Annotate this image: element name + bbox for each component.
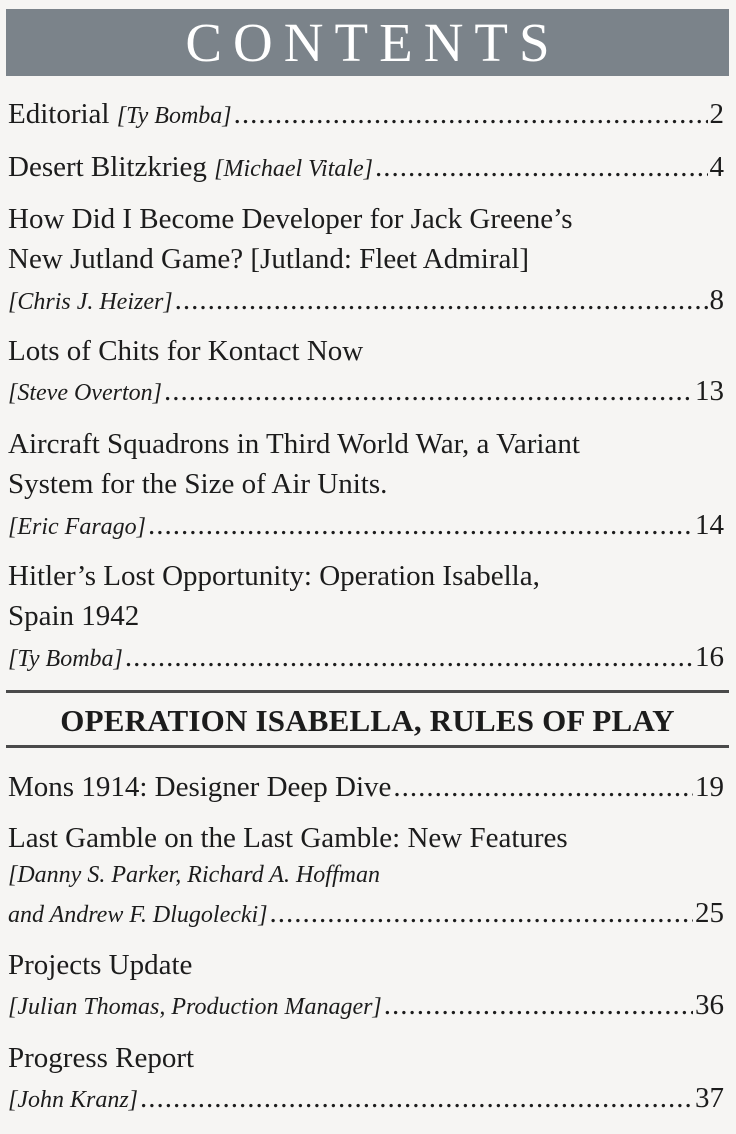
toc-entry-progress-report[interactable] xyxy=(8,1078,724,1118)
entry-author: [John Kranz] xyxy=(8,1087,139,1113)
section-rule-top xyxy=(6,690,729,693)
entry-title-line: New Jutland Game? [Jutland: Fleet Admiral] xyxy=(8,243,530,275)
entry-title: Desert Blitzkrieg xyxy=(8,151,207,183)
toc-entry-kontact-now[interactable] xyxy=(8,371,724,411)
toc-entry-jutland[interactable] xyxy=(8,280,724,320)
entry-title-line: Aircraft Squadrons in Third World War, a Variant xyxy=(8,428,580,460)
entry-page-number: 19 xyxy=(695,771,724,803)
entry-page-number: 14 xyxy=(695,509,724,541)
entry-page-number: 16 xyxy=(695,641,724,673)
entry-author: [Chris J. Heizer] xyxy=(8,289,173,315)
entry-title-line: Hitler’s Lost Opportunity: Operation Isabella, xyxy=(8,560,540,592)
section-heading: OPERATION ISABELLA, RULES OF PLAY xyxy=(60,703,675,738)
entry-page-number: 36 xyxy=(695,989,724,1021)
section-rule-bottom xyxy=(6,745,729,748)
entry-title-line: How Did I Become Developer for Jack Greene’s xyxy=(8,203,573,235)
entry-title: Editorial xyxy=(8,98,110,130)
contents-banner xyxy=(6,9,729,76)
entry-title: Mons 1914: Designer Deep Dive xyxy=(8,771,392,803)
contents-title: CONTENTS xyxy=(185,12,561,73)
dot-leader xyxy=(375,147,707,187)
entry-author-line: [Danny S. Parker, Richard A. Hoffman xyxy=(8,862,380,888)
entry-title-line: Projects Update xyxy=(8,949,193,981)
entry-author: [Michael Vitale] xyxy=(214,156,374,182)
toc-entry-operation-isabella[interactable] xyxy=(8,637,724,677)
toc-entry-mons-1914[interactable] xyxy=(8,767,724,807)
entry-author: [Steve Overton] xyxy=(8,380,162,406)
entry-page-number: 13 xyxy=(695,375,724,407)
dot-leader xyxy=(393,767,693,807)
dot-leader xyxy=(148,505,693,545)
toc-entry-projects-update[interactable] xyxy=(8,985,724,1025)
dot-leader xyxy=(175,280,708,320)
entry-page-number: 4 xyxy=(709,151,724,183)
toc-entry-editorial[interactable] xyxy=(8,94,724,134)
entry-author: and Andrew F. Dlugolecki] xyxy=(8,902,268,928)
dot-leader xyxy=(125,637,693,677)
entry-page-number: 2 xyxy=(709,98,724,130)
entry-page-number: 8 xyxy=(709,284,724,316)
toc-entry-last-gamble[interactable] xyxy=(8,893,724,933)
entry-title-line: Progress Report xyxy=(8,1042,195,1074)
entry-author: [Ty Bomba] xyxy=(116,103,232,129)
entry-author: [Eric Farago] xyxy=(8,514,146,540)
entry-author: [Julian Thomas, Production Manager] xyxy=(8,994,382,1020)
entry-title-line: Spain 1942 xyxy=(8,600,140,632)
entry-title-line: System for the Size of Air Units. xyxy=(8,468,388,500)
entry-page-number: 25 xyxy=(695,897,724,929)
toc-entry-aircraft-squadrons[interactable] xyxy=(8,505,724,545)
dot-leader xyxy=(164,371,693,411)
entry-author: [Ty Bomba] xyxy=(8,646,123,672)
dot-leader xyxy=(384,985,693,1025)
toc-entry-desert-blitzkrieg[interactable] xyxy=(8,147,724,187)
entry-page-number: 37 xyxy=(695,1082,724,1114)
entry-title-line: Lots of Chits for Kontact Now xyxy=(8,335,364,367)
dot-leader xyxy=(270,893,693,933)
dot-leader xyxy=(140,1078,693,1118)
dot-leader xyxy=(234,94,708,134)
entry-title-line: Last Gamble on the Last Gamble: New Features xyxy=(8,822,568,854)
